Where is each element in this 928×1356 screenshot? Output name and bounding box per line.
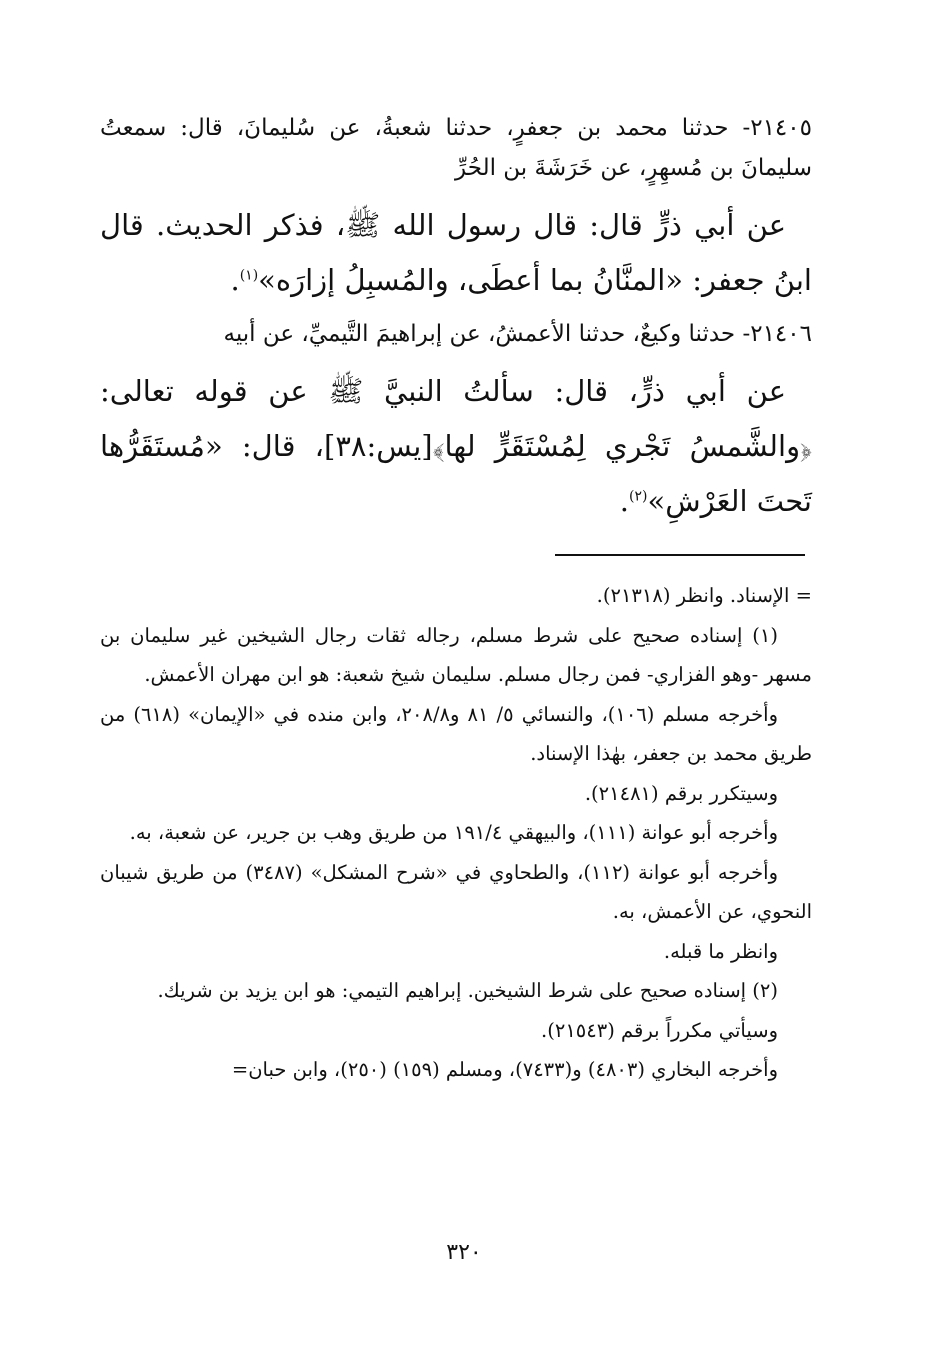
hadith-2405-matn (100, 198, 812, 308)
footnote-line-3: وأخرجه مسلم (١٠٦)، والنسائي ٥/ ٨١ و٢٠٨/٨، وابن منده في «الإيمان» (٦١٨) من طريق محمد بن جعفر، بهٰذا الإسناد. (100, 702, 812, 765)
hadith-2405-isnad: ٢١٤٠٥- حدثنا محمد بن جعفرٍ، حدثنا شعبةُ، عن سُليمانَ، قال: سمعتُ سليمانَ بن مُسهِرٍ، عن خَرَشَةَ بن الحُرِّ (100, 115, 812, 181)
page-number: ٣٢٠ (446, 1240, 482, 1265)
footnote-line-6: وأخرجه أبو عوانة (١١٢)، والطحاوي في «شرح المشكل» (٣٤٨٧) من طريق شيبان النحوي، عن الأعمش، به. (100, 860, 812, 923)
footnote-line-2: (١) إسناده صحيح على شرط مسلم، رجاله ثقات رجال الشيخين غير سليمان بن مسهر -وهو الفزاري- فمن رجال مسلم. سليمان شيخ شعبة: هو ابن مهران الأعمش. (100, 623, 812, 686)
hadith-2406-end: . (619, 484, 630, 518)
hadith-2405-matn-text: عن أبي ذرٍّ قال: قال رسول الله ﷺ، فذكر الحديث. قال ابنُ جعفر: «المنَّانُ بما أعطَى، والمُسبِلُ إزارَه» (100, 208, 812, 297)
footnotes (100, 576, 812, 1090)
hadith-2406-matn-text: عن أبي ذرٍّ، قال: سألتُ النبيَّ ﷺ عن قوله تعالى: ﴿والشَّمسُ تَجْري لِمُسْتَقَرٍّ لها﴾[يس:٣٨]، قال: «مُستَقَرُّها تَحتَ العَرْشِ» (100, 374, 812, 518)
footnote-ref-1: (١) (239, 267, 259, 284)
footnote-divider (555, 554, 805, 556)
footnote-line-8: (٢) إسناده صحيح على شرط الشيخين. إبراهيم التيمي: هو ابن يزيد بن شريك. (157, 979, 778, 1002)
footnote-line-10: وأخرجه البخاري (٤٨٠٣) و(٧٤٣٣)، ومسلم (١٥٩) (٢٥٠)، وابن حبان= (231, 1058, 778, 1081)
footnote-ref-2: (٢) (629, 488, 648, 505)
footnote-line-1: = الإسناد. وانظر (٢١٣١٨). (596, 584, 812, 607)
footnote-line-7: وانظر ما قبله. (663, 939, 778, 963)
footnote-line-4: وسيتكرر برقم (٢١٤٨١). (584, 781, 778, 805)
hadith-2406-matn (100, 364, 812, 529)
main-text (100, 108, 812, 535)
hadith-2406-isnad: ٢١٤٠٦- حدثنا وكيعٌ، حدثنا الأعمشُ، عن إبراهيمَ التَّيميِّ، عن أبيه (223, 321, 812, 347)
footnote-line-5: وأخرجه أبو عوانة (١١١)، والبيهقي ١٩١/٤ من طريق وهب بن جرير، عن شعبة، به. (129, 821, 778, 844)
hadith-2405-end: . (230, 263, 240, 297)
footnote-line-9: وسيأتي مكرراً برقم (٢١٥٤٣). (541, 1018, 778, 1042)
